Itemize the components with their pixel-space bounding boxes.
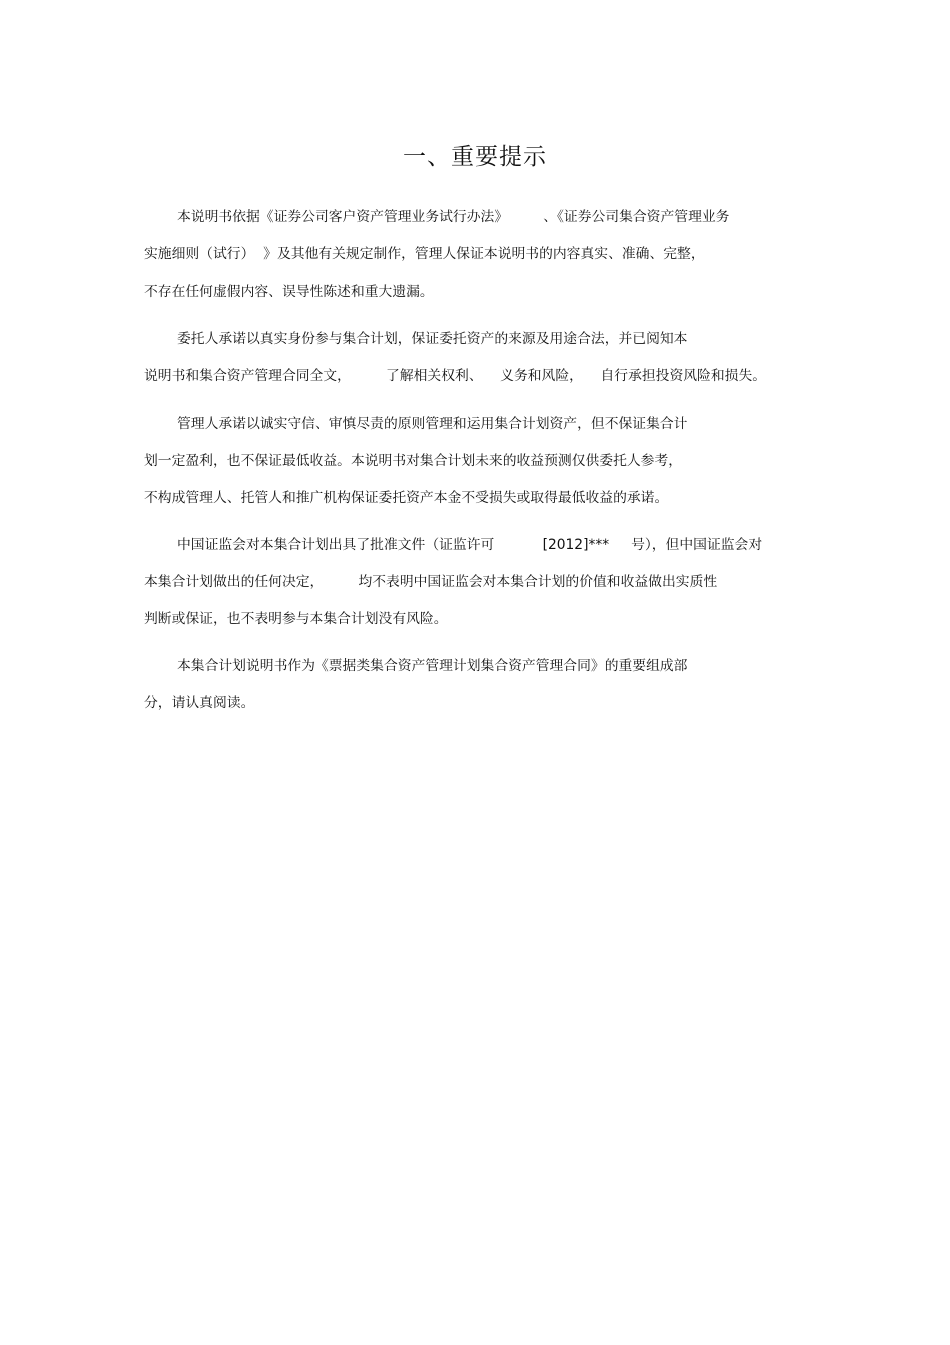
section-title: 一、重要提示 [403,144,547,170]
text-line: 划一定盈利，也不保证最低收益。本说明书对集合计划未来的收益预测仅供委托人参考， [144,453,683,469]
text-line: 说明书和集合资产管理合同全文， 了解相关权利、 义务和风险， 自行承担投资风险和损失。 [144,368,767,384]
text-line: 本说明书依据《证券公司客户资产管理业务试行办法》 、《证券公司集合资产管理业务 [177,209,730,225]
text-line: 本集合计划做出的任何决定， 均不表明中国证监会对本集合计划的价值和收益做出实质性 [144,574,718,590]
text-line: 本集合计划说明书作为《票据类集合资产管理计划集合资产管理合同》的重要组成部 [177,658,688,674]
text-line: 不构成管理人、托管人和推广机构保证委托资产本金不受损失或取得最低收益的承诺。 [144,490,669,506]
text-line: 不存在任何虚假内容、误导性陈述和重大遗漏。 [144,284,434,300]
text-line: 委托人承诺以真实身份参与集合计划，保证委托资产的来源及用途合法，并已阅知本 [177,331,688,347]
text-line: 判断或保证，也不表明参与本集合计划没有风险。 [144,611,448,627]
text-line: 实施细则（试行） 》及其他有关规定制作，管理人保证本说明书的内容真实、准确、完整， [144,246,705,262]
text-line: 分，请认真阅读。 [144,695,255,711]
text-line: 管理人承诺以诚实守信、审慎尽责的原则管理和运用集合计划资产，但不保证集合计 [177,416,688,432]
text-line: 中国证监会对本集合计划出具了批准文件（证监许可 [2012]*** 号），但中国证监会对 [177,537,763,553]
